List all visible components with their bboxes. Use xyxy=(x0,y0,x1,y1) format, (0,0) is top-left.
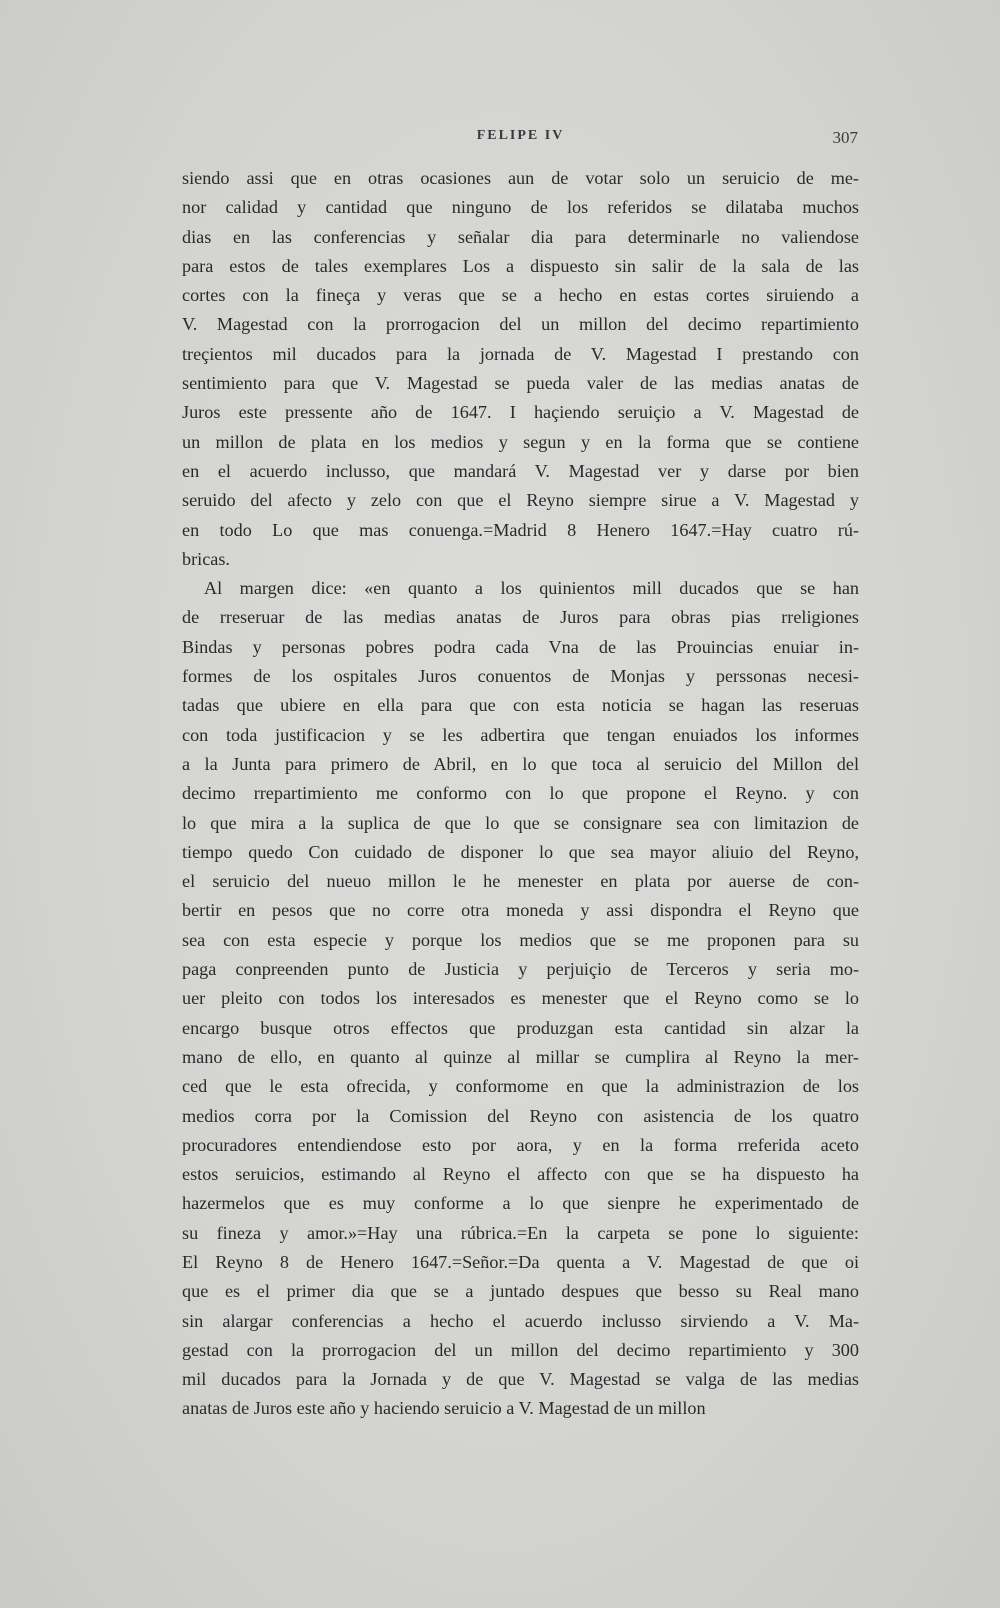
text-line: tiempo quedo Con cuidado de disponer lo que sea mayor aliuio del Reyno, xyxy=(182,841,859,862)
text-line: medios corra por la Comission del Reyno con asistencia de los quatro xyxy=(182,1105,859,1126)
running-title: FELIPE IV xyxy=(476,128,565,143)
text-line: sentimiento para que V. Magestad se pueda valer de las medias anatas de xyxy=(182,373,859,394)
text-line: con toda justificacion y se les adbertira que tengan enuiados los informes xyxy=(182,724,859,745)
text-line: procuradores entendiendose esto por aora, y en la forma rreferida aceto xyxy=(182,1134,859,1155)
text-line: de rreseruar de las medias anatas de Juros para obras pias rreligiones xyxy=(182,607,859,628)
text-line: sea con esta especie y porque los medios que se me proponen para su xyxy=(182,929,859,950)
text-line: uer pleito con todos los interesados es menester que el Reyno como se lo xyxy=(182,988,859,1009)
text-line: el seruicio del nueuo millon le he menester en plata por auerse de con- xyxy=(182,871,859,892)
text-line: en el acuerdo inclusso, que mandará V. Magestad ver y darse por bien xyxy=(182,460,859,481)
text-line: bertir en pesos que no corre otra moneda y assi dispondra el Reyno que xyxy=(182,900,859,921)
page-number: 307 xyxy=(832,128,858,147)
page-header xyxy=(183,128,858,152)
text-line: decimo rrepartimiento me conformo con lo que propone el Reyno. y con xyxy=(182,783,859,804)
text-line: mano de ello, en quanto al quinze al millar se cumplira al Reyno la mer- xyxy=(182,1046,859,1067)
body-text xyxy=(182,164,859,1424)
text-line: Juros este pressente año de 1647. I haçiendo seruiçio a V. Magestad de xyxy=(182,402,859,423)
text-line: sin alargar conferencias a hecho el acuerdo inclusso sirviendo a V. Ma- xyxy=(182,1310,859,1331)
text-line: encargo busque otros effectos que produzgan esta cantidad sin alzar la xyxy=(182,1017,859,1038)
text-line: seruido del afecto y zelo con que el Reyno siempre sirue a V. Magestad y xyxy=(182,490,859,511)
text-line: ced que le esta ofrecida, y conformome en que la administrazion de los xyxy=(182,1076,859,1097)
text-line: a la Junta para primero de Abril, en lo que toca al seruicio del Millon del xyxy=(182,753,859,774)
text-line: gestad con la prorrogacion del un millon del decimo repartimiento y 300 xyxy=(182,1339,859,1360)
text-line: Al margen dice: «en quanto a los quinientos mill ducados que se han xyxy=(204,578,859,599)
text-line: tadas que ubiere en ella para que con esta noticia se hagan las reseruas xyxy=(182,695,859,716)
text-line: en todo Lo que mas conuenga.=Madrid 8 Henero 1647.=Hay cuatro rú- xyxy=(182,519,859,540)
text-line: El Reyno 8 de Henero 1647.=Señor.=Da quenta a V. Magestad de que oi xyxy=(182,1251,859,1272)
text-line: lo que mira a la suplica de que lo que se consignare sea con limitazion de xyxy=(182,812,859,833)
text-line: hazermelos que es muy conforme a lo que sienpre he experimentado de xyxy=(182,1193,859,1214)
text-line: bricas. xyxy=(182,548,230,569)
text-line: treçientos mil ducados para la jornada de V. Magestad I prestando con xyxy=(182,343,859,364)
text-line: que es el primer dia que se a juntado despues que besso su Real mano xyxy=(182,1281,859,1302)
text-line: para estos de tales exemplares Los a dispuesto sin salir de la sala de las xyxy=(182,255,859,276)
text-line: dias en las conferencias y señalar dia para determinarle no valiendose xyxy=(182,226,859,247)
text-line: nor calidad y cantidad que ninguno de los referidos se dilataba muchos xyxy=(182,197,859,218)
text-line: su fineza y amor.»=Hay una rúbrica.=En la carpeta se pone lo siguiente: xyxy=(182,1222,859,1243)
text-line: formes de los ospitales Juros conuentos de Monjas y perssonas necesi- xyxy=(182,666,859,687)
text-line: anatas de Juros este año y haciendo seruicio a V. Magestad de un millon xyxy=(182,1398,706,1419)
text-line: un millon de plata en los medios y segun y en la forma que se contiene xyxy=(182,431,859,452)
text-line: mil ducados para la Jornada y de que V. Magestad se valga de las medias xyxy=(182,1369,859,1390)
text-line: estos seruicios, estimando al Reyno el affecto con que se ha dispuesto ha xyxy=(182,1164,859,1185)
text-line: cortes con la fineça y veras que se a hecho en estas cortes siruiendo a xyxy=(182,285,859,306)
text-line: V. Magestad con la prorrogacion del un millon del decimo repartimiento xyxy=(182,314,859,335)
text-line: Bindas y personas pobres podra cada Vna de las Prouincias enuiar in- xyxy=(182,636,859,657)
text-line: siendo assi que en otras ocasiones aun de votar solo un seruicio de me- xyxy=(182,168,859,188)
text-line: paga conpreenden punto de Justicia y perjuiçio de Terceros y seria mo- xyxy=(182,959,859,980)
